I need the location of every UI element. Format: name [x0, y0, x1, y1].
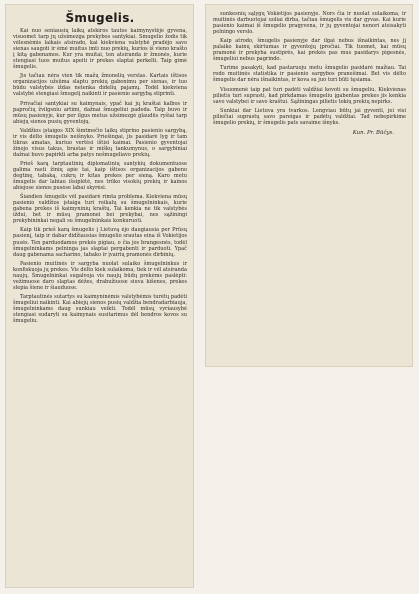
article-paragraph: Jis tačiau nėra vien tik mažų žmonelių verslas. Kartais ištisos organizacijos užsiima slaptu prekių gabenimu per sienas, ir tuo būdu valstybės iždas netenka didelių pajamų. Todėl kiekviena valstybė stengiasi šmugelį naikinti ir pasienio sargybą stiprinti.	[13, 73, 187, 98]
article-column-left	[5, 4, 194, 588]
article-paragraph: Prieš karą tarptautinių diplomatinių santykių dokumentuose galima rasti žinių apie tai, kaip ištisos organizacijos gabeno degtinę, tabaką, cukrų ir kitas prekes per sieną. Karo metu šmugelis dar labiau išsiplėtė, nes trūko visokių prekių ir kainos abiejose sienos pusėse labai skyrėsi.	[13, 160, 187, 192]
article-paragraph: Privačiai santykiai su kaimynais, ypač kai jų kraštai kalbos ir papročių žvilgsniu artimi, dažnai šmugeliui padeda. Taip buvo ir mūsų pasienyje, kur per ilgus metus užsimezgė glaudūs ryšiai tarp abiejų sienos pusių gyventojų.	[13, 100, 187, 125]
article-paragraph: Turime pasakyti, kad pastaruoju metu šmugelio pasidarė mažiau. Tai rodo muitinės statistika ir pasienio sargybos pranešimai. Bet vis dėlto šmugelis dar nėra išnaikintas, ir kova su juo turi būti tęsiama.	[213, 65, 406, 84]
article-paragraph: Sunkiai dar Lietuva yra tvarkos. Lengviau būtų jai gyventi, jei visi piliečiai suprastų savo pareigas ir padėtų valdžiai. Tad nebepirkime šmugelio prekių, ir šmugelis pats savaime išnyks.	[213, 107, 406, 126]
article-paragraph: Valdžios įstaigos XIX šimtmečio laikų stiprino pasienio sargybą, ir vis dėlto šmugelis neišnyko. Priešingai, jis pasidarė lyg ir tam tikras amatas, kuriuo vertėsi ištisi kaimai. Pasienio gyventojai žinojo visus takus, brastas ir miškų tankumynus, o sargybiniai dažnai buvo papirkti arba patys nešmugeliavo prekių.	[13, 127, 187, 158]
article-title: Šmugelis.	[65, 11, 135, 25]
article-column-right	[205, 4, 413, 367]
article-paragraph: sunkesnių sąlygų Vokietijos pasienyje. Nors čia ir nuolat sulaikoma, ir muitinės darbuotojai uoliai dirba, tačiau šmugelis vis dar gyvas. Kai kurie pasienio kaimai iš šmugelio pragyvena, ir jų gyventojai nenori atsisakyti pelningo verslo.	[213, 11, 406, 36]
article-paragraph: Tarptautinės sutartys su kaimyninėmis valstybėmis turėtų padėti šmugeliui naikinti. Kai abiejų sienos pusių valdžia bendradarbiauja, šmugelninkams daug sunkiau veikti. Todėl mūsų vyriausybė stengiasi sudaryti su kaimynais susitarimus dėl bendros kovos su šmugeliu.	[13, 293, 187, 325]
article-paragraph: Visuomenė taip pat turi padėti valdžiai kovoti su šmugeliu. Kiekvienas pilietis turi suprasti, kad pirkdamas šmugeliu įgabentas prekes jis kenkia savo valstybei ir savo kraštui. Sąžiningas pilietis tokių prekių nepirks.	[213, 86, 406, 105]
article-paragraph: Kaip tik prieš karą šmugelis į Lietuvą ėjo daugiausia per Prūsų pasienį, taip ir dabar didžiausias šmugelio srautas eina iš Vokietijos pusės. Ten parduodamos prekės pigiau, o čia jos brangesnės, todėl šmugelninkams pelninga jas slaptai pergabenti ir parduoti. Ypač daug gabenama sacharino, tabako ir įvairių pramonės dirbinių.	[13, 227, 187, 258]
article-paragraph: Šiandien šmugelis vėl pasidarė rimta problema. Kiekviena mūsų pasienio valdžios įstaiga turi reikalų su šmugelninkais, kurie gabena prekes iš kaimyninių kraštų. Tai kenkia ne tik valstybės iždui, bet ir mūsų pramonei bei prekybai, nes sąžiningi prekybininkai negali su šmugelninkais konkuruoti.	[13, 194, 187, 225]
article-paragraph: Pasienio muitinės ir sargyba nuolat sulaiko šmugelninkus ir konfiskuoja jų prekes. Vis dėlto kiek sulaikoma, tiek ir vėl atsiranda naujų. Šmugelninkai sugalvoja vis naujų būdų prekėms paslėpti: vežimuose daro slaptas dėžes, drabužiuose siuva kišenes, prekes slepia šiene ir šiauduose.	[13, 260, 187, 291]
author-signature: Kun. Pr. Būčys.	[352, 129, 394, 136]
article-paragraph: Kaip atrodo, šmugelis pasienyje dar ilgai nebus išnaikintas, nes jį palaiko kainų skirtumas ir gyventojų įpročiai. Tik tuomet, kai mūsų pramonė ir prekyba sustiprės, kai prekės pas mus pasidarys pigesnės, šmugeliui nebus pagrindo.	[213, 38, 406, 63]
article-paragraph: Kai nuo seniausių laikų atskiros tautos kaimynystėje gyvena, visuomet tarp jų užsimezga prekybos santykiai. Smugelio žodis tik vėlesnėmis laikais atsirado, kai kiekviena valstybė pradėjo savo sienas saugoti ir ėmė muitus imti nuo prekių, kurios iš vieno krašto į kitą gabenamos. Kur yra muitai, ten atsiranda ir žmonės, kurie stengiasi tuos muitus apeiti ir prekes slaptai perkelti. Taip gimė šmugelis.	[13, 28, 187, 71]
